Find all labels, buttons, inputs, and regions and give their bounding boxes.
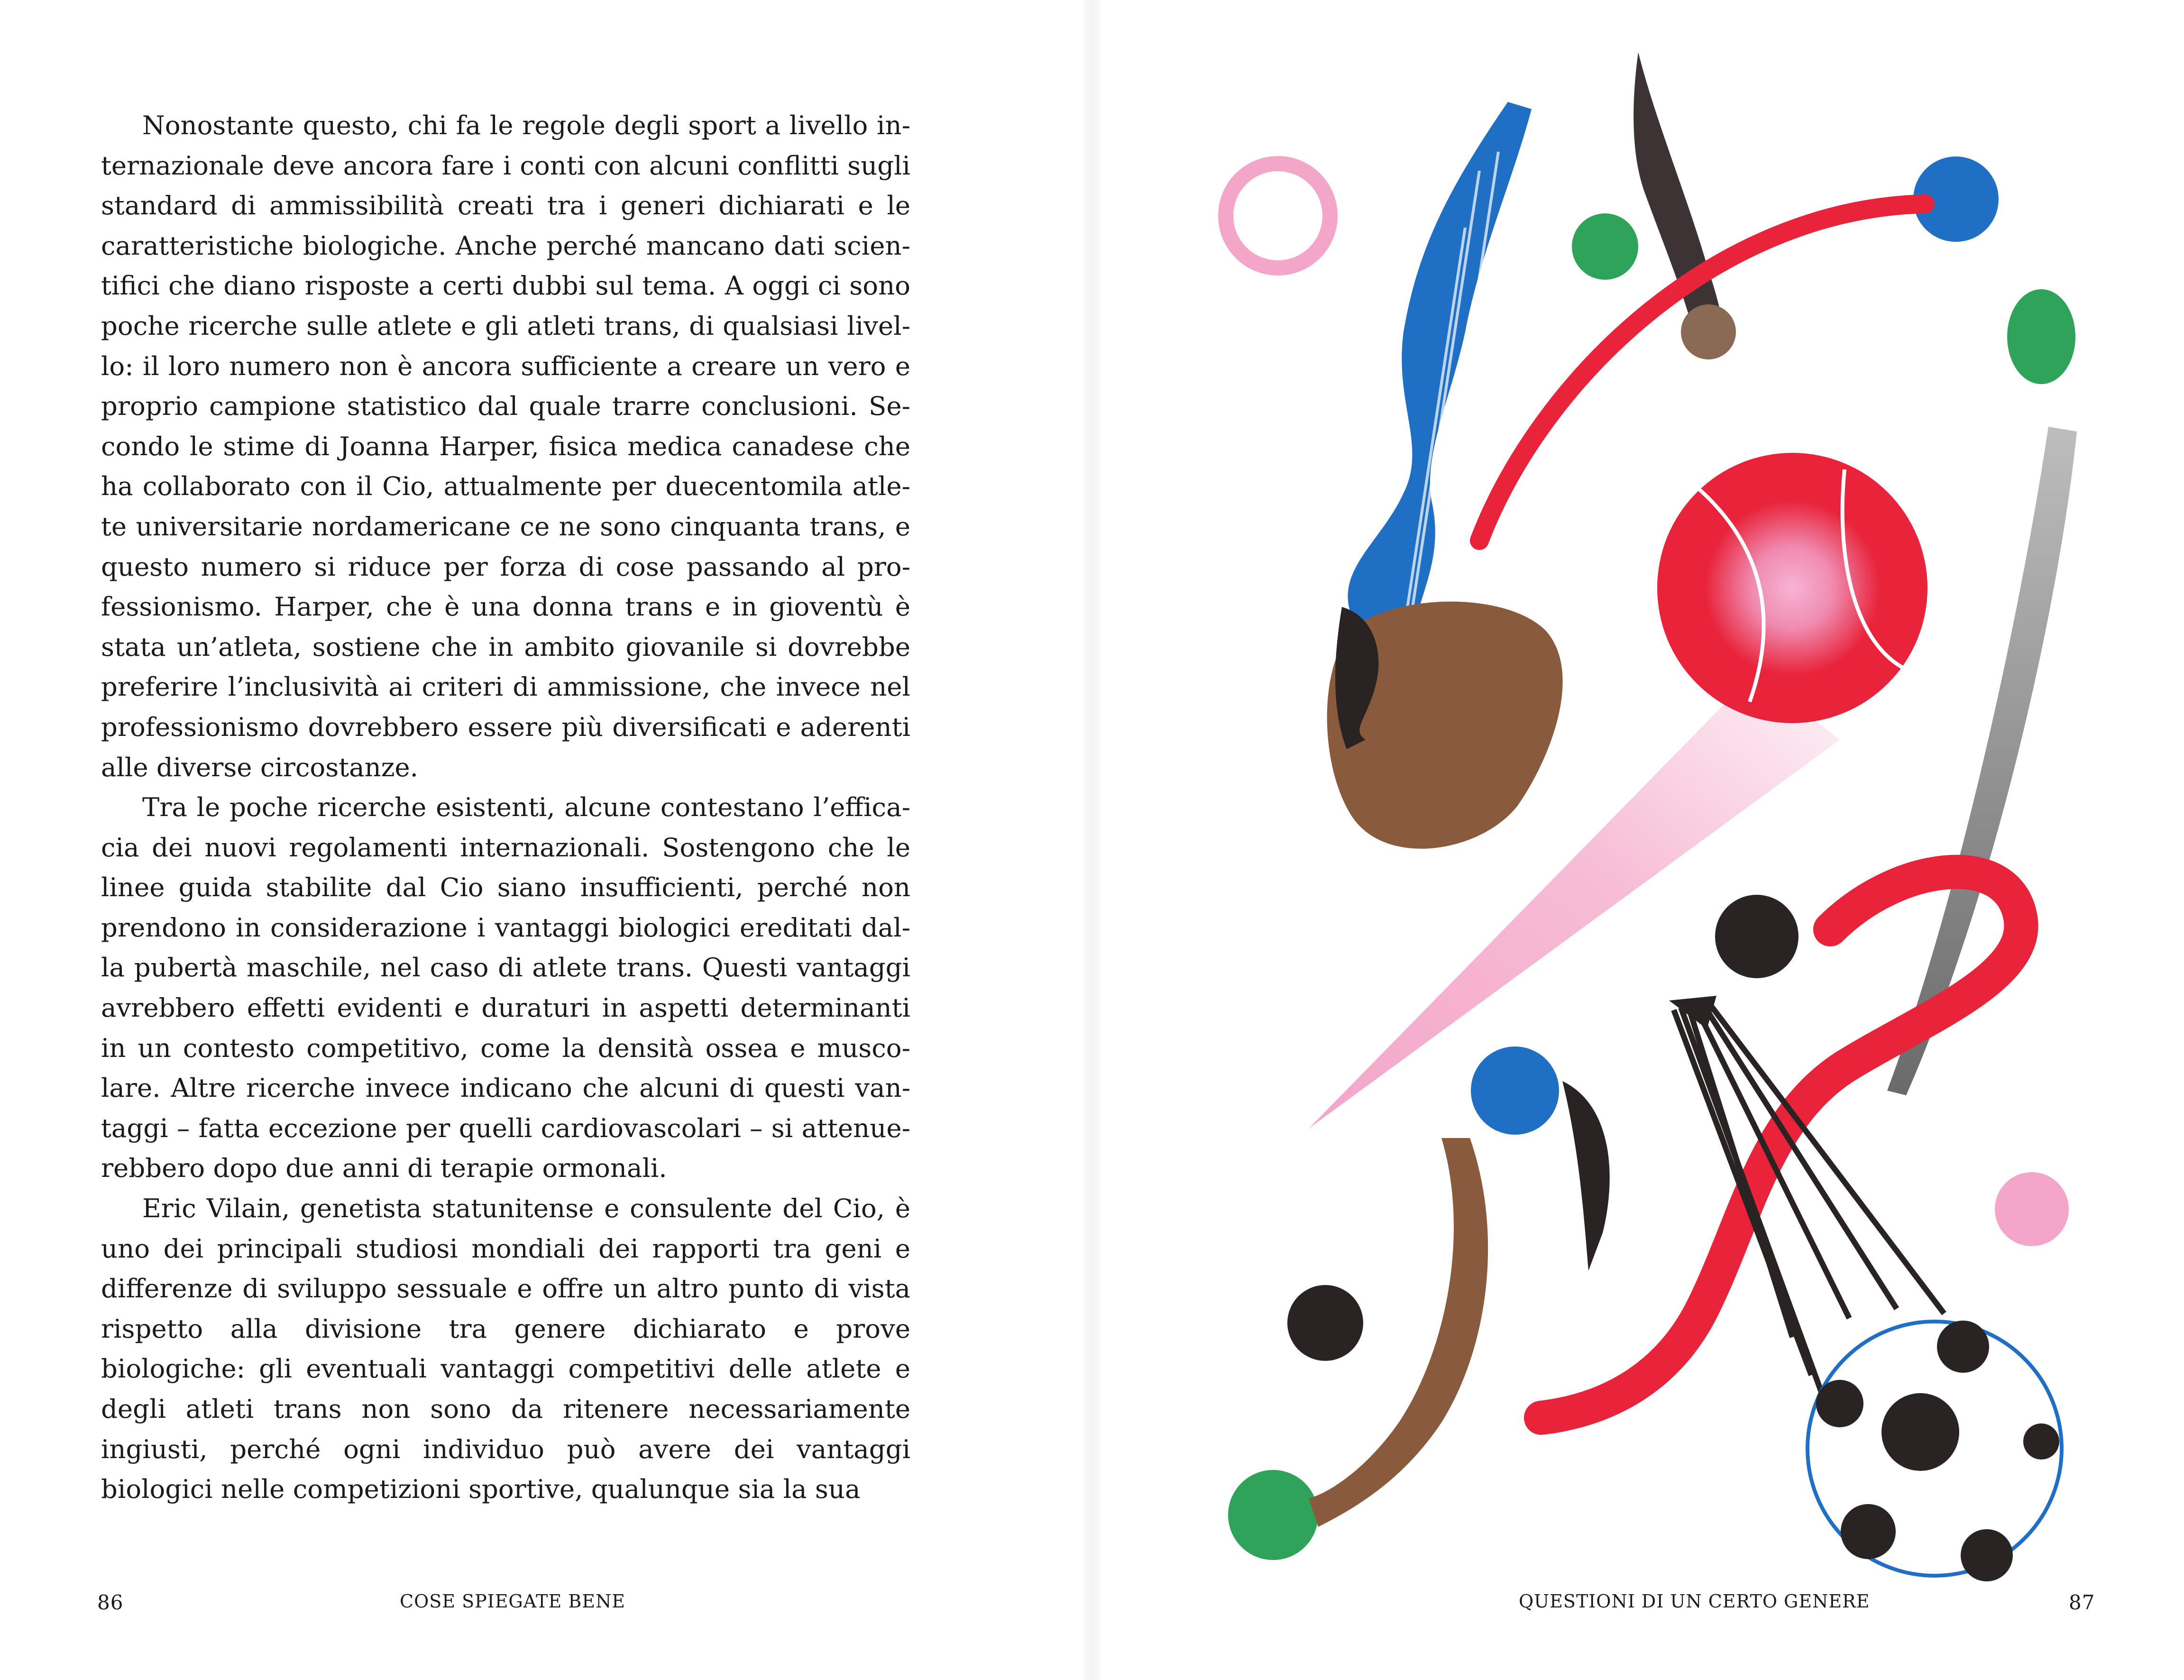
page-number-right: 87 [2069, 1591, 2095, 1614]
pink-dot [1995, 1172, 2069, 1246]
brown-dot [1681, 304, 1736, 359]
paragraph-1: Nonostante questo, chi fa le regole degli sport a livello internazionale deve ancora fare i conti con alcuni conflitti sugli standard di ammissibilità creati tra i generi dichiarati e le caratteristiche biologiche. Anche perché mancano dati scientifici che diano risposte a certi dubbi sul tema. A oggi ci sono poche ricerche sulle atlete e gli atleti trans, di qualsiasi livello: il loro numero non è ancora sufficiente a creare un vero e proprio campione statistico dal quale trarre conclusioni. Secondo le stime di Joanna Harper, fisica medica canadese che ha collaborato con il Cio, attualmente per duecentomila atlete universitarie nordamericane ce ne sono cinquanta trans, e questo numero si riduce per forza di cose passando al professionismo. Harper, che è una donna trans e in gioventù è stata un’atleta, sostiene che in ambito giovanile si dovrebbe preferire l’inclusività ai criteri di ammissione, che invece nel professionismo dovrebbero essere più diversificati e aderenti alle diverse circostanze. [101, 110, 910, 782]
page-number-left: 86 [97, 1591, 124, 1614]
black-comma-stroke [1562, 1081, 1610, 1271]
red-tennis-ball [1657, 453, 1927, 723]
blue-dot-2 [1471, 1047, 1559, 1135]
book-gutter [1081, 0, 1103, 1680]
abstract-sports-illustration [1181, 43, 2124, 1631]
paragraph-3: Eric Vilain, genetista statunitense e consulente del Cio, è uno dei principali studiosi mondiali dei rapporti tra geni e differenze di sviluppo sessuale e offre un altro punto di vista rispetto alla divisione tra genere dichiarato e prove biologiche: gli eventuali vantaggi competitivi delle atlete e degli atleti trans non sono da ritenere necessariamente ingiusti, perché ogni individuo può avere dei vantaggi biologici nelle competizioni sportive, qualunque sia la sua [101, 1193, 910, 1505]
pink-ring [1226, 164, 1330, 268]
black-dot-1 [1715, 895, 1799, 978]
running-head-right: QUESTIONI DI UN CERTO GENERE [1519, 1591, 1870, 1612]
body-text [101, 105, 910, 1509]
green-dot-3 [1228, 1470, 1318, 1560]
green-dot-1 [1572, 213, 1638, 280]
black-dot-2 [1287, 1285, 1363, 1361]
paragraph-2: Tra le poche ricerche esistenti, alcune contestano l’efficacia dei nuovi regolamenti internazionali. Sostengono che le linee guida stabilite dal Cio siano insufficienti, perché non prendono in considerazione i vantaggi biologici ereditati dalla pubertà maschile, nel caso di atlete trans. Questi vantaggi avrebbero effetti evidenti e duraturi in aspetti determinanti in un contesto competitivo, come la densità ossea e muscolare. Altre ricerche invece indicano che alcuni di questi vantaggi – fatta eccezione per quelli cardiovascolari – si attenuerebbero dopo due anni di terapie ormonali. [101, 792, 910, 1184]
running-head-left: COSE SPIEGATE BENE [400, 1591, 625, 1612]
green-dot-2 [2007, 289, 2075, 384]
